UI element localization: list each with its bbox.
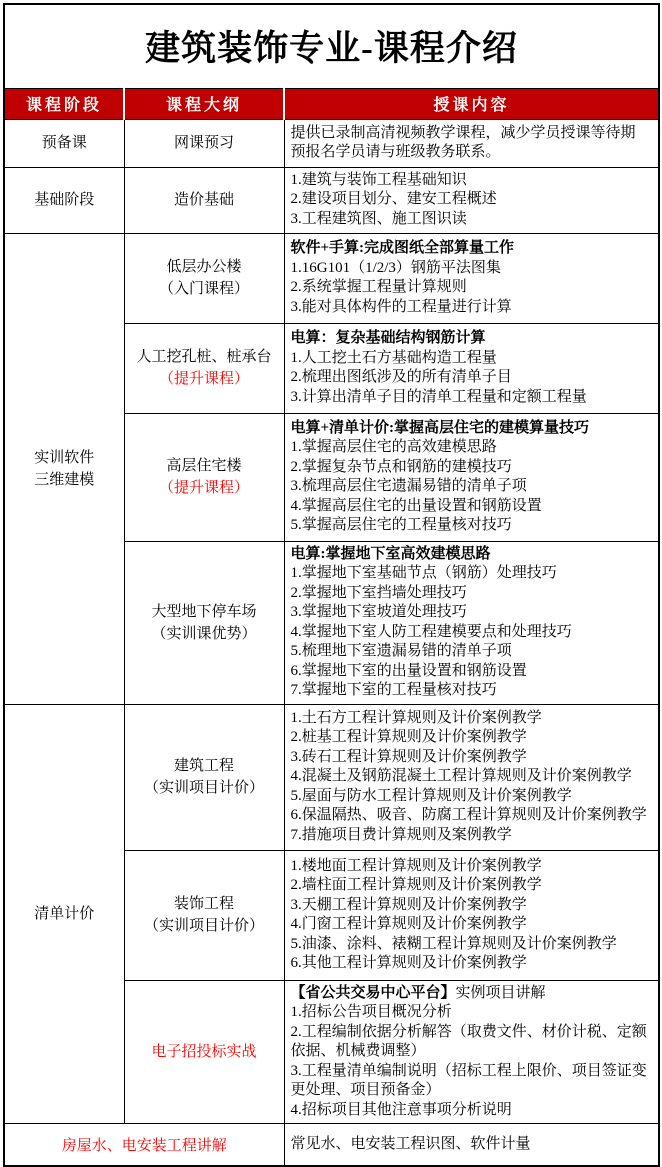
content-line: 4.掌握地下室人防工程建模要点和处理技巧 [290, 623, 572, 640]
outline-title: 低层办公楼 [166, 259, 242, 275]
content-line: 1.土石方工程计算规则及计价案例教学 [290, 709, 542, 726]
content-line: 7.措施项目费计算规则及案例教学 [290, 826, 512, 843]
content-line: 3.工程建筑图、施工图识读 [290, 210, 467, 227]
content-cell [284, 541, 659, 704]
content-line: 5.油漆、涂料、裱糊工程计算规则及计价案例教学 [290, 935, 617, 952]
content-line: 6.其他工程计算规则及计价案例教学 [290, 955, 527, 971]
content-head: 软件+手算:完成图纸全部算量工作 [290, 240, 515, 256]
outline-subtitle: （实训项目计价） [143, 780, 264, 796]
content-line: 3.工程量清单编制说明（招标工程上限价、项目签证变更处理、项目预备金） [290, 1062, 647, 1098]
outline-cell [124, 413, 284, 541]
table-row [4, 1124, 659, 1166]
stage-cell: 预备课 [4, 119, 124, 167]
outline-subtitle: （提升课程） [158, 480, 249, 496]
content-line: 1.人工挖土石方基础构造工程量 [290, 349, 497, 366]
outline-title: 人工挖孔桩、桩承台 [136, 349, 272, 365]
content-line: 3.砖石工程计算规则及计价案例教学 [290, 748, 527, 765]
content-line: 预报名学员请与班级教务联系。 [290, 144, 501, 160]
outline-cell [124, 850, 284, 980]
content-cell [284, 167, 659, 233]
content-line: 2.掌握地下室挡墙处理技巧 [290, 584, 467, 601]
content-line: 1.招标公告项目概况分析 [290, 1004, 452, 1020]
outline-subtitle: （提升课程） [158, 371, 249, 387]
content-line: 7.掌握地下室的工程量核对技巧 [290, 682, 497, 698]
table-row [4, 704, 659, 850]
outline-cell [124, 980, 284, 1124]
content-cell [284, 850, 659, 980]
content-line: 提供已录制高清视频教学课程，减少学员授课等待期 [290, 124, 636, 141]
title-row [4, 4, 659, 88]
outline-title: 电子招投标实战 [151, 1043, 257, 1060]
outline-cell [124, 704, 284, 850]
content-line: 1.16G101（1/2/3）钢筋平法图集 [290, 259, 501, 276]
content-head-bold: 【省公共交易中心平台】 [290, 984, 456, 1001]
content-line: 3.计算出清单子目的清单工程量和定额工程量 [290, 388, 587, 405]
content-line: 2.梳理出图纸涉及的所有清单子目 [290, 369, 512, 385]
content-line: 2.掌握复杂节点和钢筋的建模技巧 [290, 458, 512, 475]
stage-line: 三维建模 [34, 471, 95, 488]
outline-title: 造价基础 [173, 192, 234, 208]
content-cell [284, 1124, 659, 1166]
stage-cell-training [4, 233, 124, 704]
course-table [3, 3, 660, 1167]
stage-cell: 基础阶段 [4, 167, 124, 233]
content-line: 2.系统掌握工程量计算规则 [290, 279, 467, 295]
content-head-rest: 实例项目讲解 [455, 984, 546, 1001]
outline-title: 网课预习 [173, 135, 234, 151]
outline-subtitle: （入门课程） [158, 281, 249, 297]
content-cell [284, 980, 659, 1124]
content-cell [284, 704, 659, 850]
content-cell [284, 413, 659, 541]
content-line: 1.掌握地下室基础节点（钢筋）处理技巧 [290, 565, 557, 581]
outline-title: 大型地下停车场 [151, 603, 257, 620]
content-cell [284, 233, 659, 323]
page-title: 建筑装饰专业-课程介绍 [4, 4, 659, 88]
content-line: 2.桩基工程计算规则及计价案例教学 [290, 729, 527, 746]
outline-subtitle: （实训项目计价） [143, 918, 264, 934]
content-line: 1.建筑与装饰工程基础知识 [290, 171, 467, 188]
content-line: 1.掌握高层住宅的高效建模思路 [290, 439, 497, 455]
table-row [4, 233, 659, 323]
outline-cell [124, 323, 284, 413]
content-head: 电算:掌握地下室高效建模思路 [290, 545, 491, 562]
table-row [4, 167, 659, 233]
content-line: 5.梳理地下室遗漏易错的清单子项 [290, 643, 512, 659]
outline-cell [124, 167, 284, 233]
content-line: 4.门窗工程计算规则及计价案例教学 [290, 916, 527, 932]
footer-merged-cell [4, 1124, 284, 1166]
outline-title: 装饰工程 [173, 896, 234, 912]
content-head [291, 984, 656, 1004]
content-line: 2.工程编制依据分析解答（取费文件、材价计税、定额依据、机械费调整） [290, 1023, 647, 1059]
content-line: 1.楼地面工程计算规则及计价案例教学 [290, 857, 542, 874]
content-line: 6.保温隔热、吸音、防腐工程计算规则及计价案例教学 [290, 807, 647, 824]
content-cell [284, 119, 659, 167]
content-line: 4.掌握高层住宅的出量设置和钢筋设置 [290, 497, 542, 514]
outline-title: 建筑工程 [173, 758, 234, 774]
content-head: 电算：复杂基础结构钢筋计算 [290, 330, 486, 346]
content-line: 3.掌握地下室坡道处理技巧 [290, 604, 467, 620]
content-line: 3.能对具体构件的工程量进行计算 [290, 298, 512, 315]
content-line: 4.招标项目其他注意事项分析说明 [290, 1101, 512, 1118]
content-line: 2.墙柱面工程计算规则及计价案例教学 [290, 877, 542, 893]
content-line: 5.掌握高层住宅的工程量核对技巧 [290, 517, 512, 533]
column-header-stage: 课程阶段 [4, 88, 124, 119]
table-row [4, 119, 659, 167]
outline-cell [124, 541, 284, 704]
footer-title: 房屋水、电安装工程讲解 [61, 1137, 227, 1154]
content-line: 5.屋面与防水工程计算规则及计价案例教学 [290, 787, 572, 804]
content-line: 3.梳理高层住宅遗漏易错的清单子项 [290, 478, 527, 494]
content-head: 电算+清单计价:掌握高层住宅的建模算量技巧 [290, 419, 590, 436]
content-line: 6.掌握地下室的出量设置和钢筋设置 [290, 662, 527, 679]
outline-cell [124, 233, 284, 323]
column-header-content: 授课内容 [284, 88, 659, 119]
content-line: 2.建设项目划分、建安工程概述 [290, 191, 497, 208]
content-line: 4.混凝土及钢筋混凝土工程计算规则及计价案例教学 [290, 768, 632, 785]
stage-cell-pricing: 清单计价 [4, 704, 124, 1124]
column-header-outline: 课程大纲 [124, 88, 284, 119]
stage-line: 实训软件 [34, 449, 95, 466]
table-header-row [4, 88, 659, 119]
outline-cell [124, 119, 284, 167]
outline-subtitle: （实训课优势） [151, 625, 257, 642]
content-cell [284, 323, 659, 413]
outline-title: 高层住宅楼 [166, 458, 242, 474]
content-line: 3.天棚工程计算规则及计价案例教学 [290, 896, 527, 913]
content-line: 常见水、电安装工程识图、软件计量 [290, 1135, 531, 1152]
